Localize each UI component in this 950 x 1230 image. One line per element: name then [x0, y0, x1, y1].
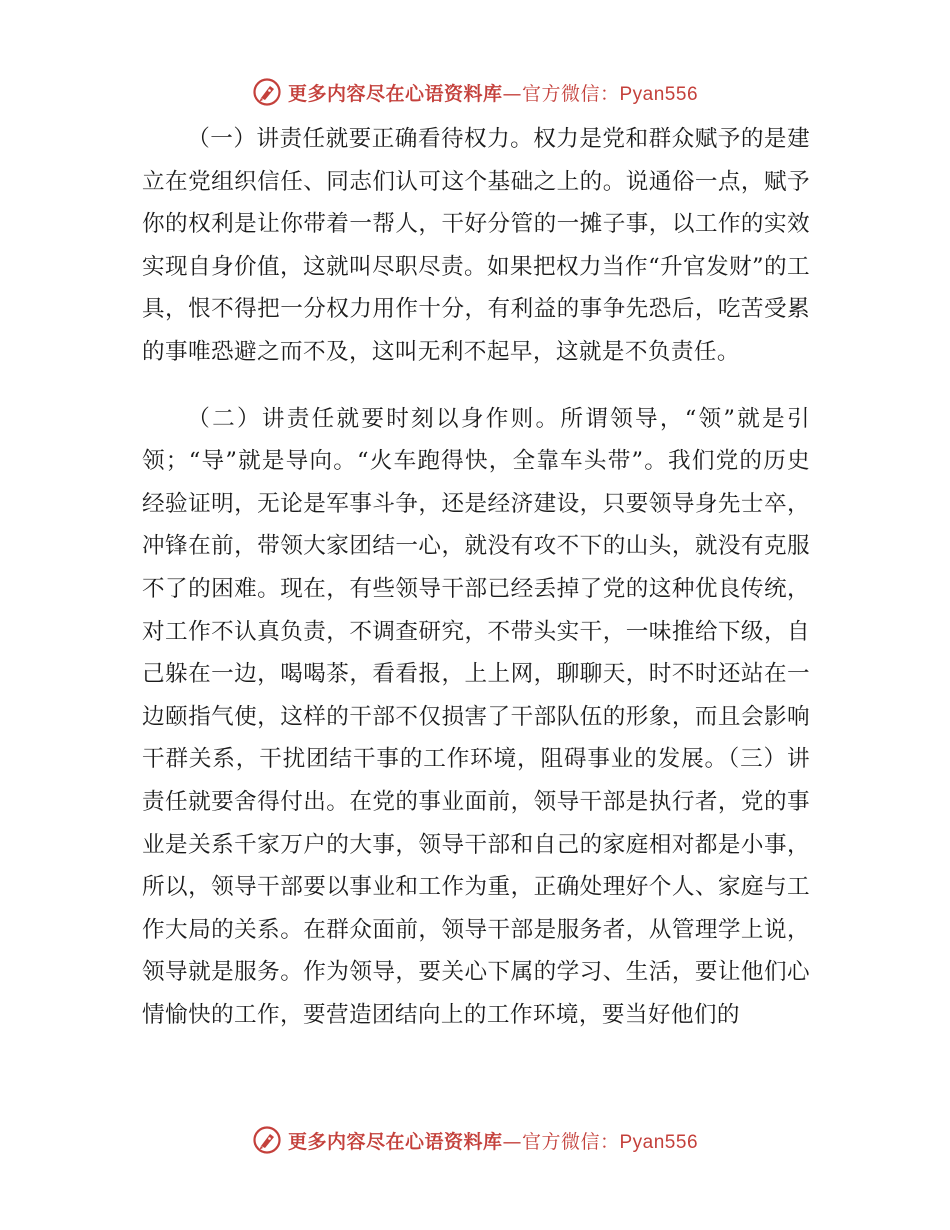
watermark-separator: —	[502, 1130, 522, 1153]
pen-nib-logo-icon	[252, 77, 282, 107]
watermark-official: 官方微信：	[521, 82, 620, 105]
watermark-official: 官方微信：	[521, 1130, 620, 1153]
watermark-brand: 更多内容尽在心语资料库	[287, 82, 503, 105]
footer-watermark	[0, 1120, 950, 1160]
header-watermark	[0, 72, 950, 112]
paragraph-2: （二）讲责任就要时刻以身作则。所谓领导，“领”就是引领；“导”就是导向。“火车跑得快，全靠车头带”。我们党的历史经验证明，无论是军事斗争，还是经济建设，只要领导身先士卒，冲锋在前，带领大家团结一心，就没有攻不下的山头，就没有克服不了的困难。现在，有些领导干部已经丢掉了党的这种优良传统，对工作不认真负责，不调查研究，不带头实干，一味推给下级，自己躲在一边，喝喝茶，看看报，上上网，聊聊天，时不时还站在一边颐指气使，这样的干部不仅损害了干部队伍的形象，而且会影响干群关系，干扰团结干事的工作环境，阻碍事业的发展。（三）讲责任就要舍得付出。在党的事业面前，领导干部是执行者，党的事业是关系千家万户的大事，领导干部和自己的家庭相对都是小事，所以，领导干部要以事业和工作为重，正确处理好个人、家庭与工作大局的关系。在群众面前，领导干部是服务者，从管理学上说，领导就是服务。作为领导，要关心下属的学习、生活，要让他们心情愉快的工作，要营造团结向上的工作环境，要当好他们的	[142, 405, 810, 1028]
watermark-brand: 更多内容尽在心语资料库	[287, 1130, 503, 1153]
paragraph-1: （一）讲责任就要正确看待权力。权力是党和群众赋予的是建立在党组织信任、同志们认可这个基础之上的。说通俗一点，赋予你的权利是让你带着一帮人，干好分管的一摊子事，以工作的实效实现自身价值，这就叫尽职尽责。如果把权力当作“升官发财”的工具，恨不得把一分权力用作十分，有利益的事争先恐后，吃苦受累的事唯恐避之而不及，这叫无利不起早，这就是不负责任。	[142, 126, 810, 365]
watermark-account: Pyan556	[619, 1131, 699, 1153]
pen-nib-logo-icon	[252, 1125, 282, 1155]
watermark-separator: —	[502, 82, 522, 105]
document-body	[142, 118, 810, 1036]
watermark-text	[288, 79, 698, 106]
watermark-account: Pyan556	[619, 83, 699, 105]
watermark-text	[288, 1127, 698, 1154]
